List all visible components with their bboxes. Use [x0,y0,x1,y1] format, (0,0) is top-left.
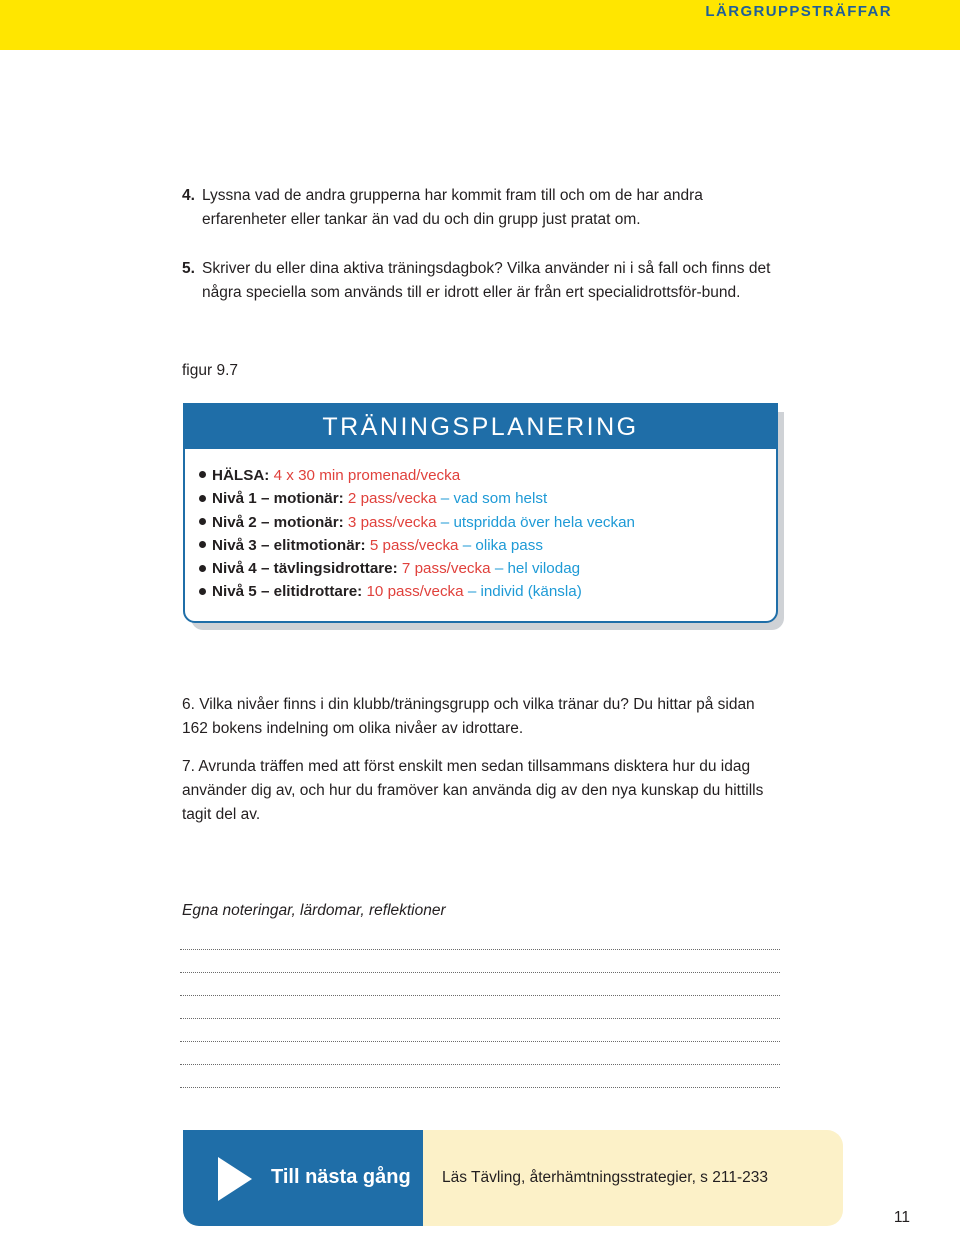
level-label: Nivå 4 – tävlingsidrottare: [212,560,398,578]
level-pass: 10 pass/vecka [366,583,464,601]
note-line[interactable] [180,1064,780,1065]
level-label: Nivå 1 – motionär: [212,490,344,508]
note-line[interactable] [180,1041,780,1042]
note-line[interactable] [180,972,780,973]
bullet-icon [199,495,206,502]
question-5 [182,257,782,305]
question-6: 6. Vilka nivåer finns i din klubb/träningsgrupp och vilka tränar du? Du hittar på sidan 162 bokens indelning om olika nivåer av idrottare. [182,696,755,737]
next-meeting-title: Till nästa gång [271,1166,411,1188]
note-line[interactable] [180,949,780,950]
level-label: HÄLSA: [212,467,270,484]
play-icon [218,1157,252,1201]
level-label: Nivå 5 – elitidrottare: [212,583,363,601]
note-line[interactable] [180,995,780,996]
question-number: 5. [182,260,195,277]
level-pass: 7 pass/vecka [401,560,491,578]
training-plan-box [183,403,778,623]
page-number: 11 [893,1209,910,1226]
level-note: – hel vilodag [494,560,581,578]
level-row-health [197,464,635,487]
level-row-3 [197,534,635,557]
level-pass: 2 pass/vecka [347,490,437,508]
level-row-4 [197,557,635,580]
bullet-icon [199,565,206,572]
question-text: Lyssna vad de andra grupperna har kommit fram till och om de har andra erfarenheter eller tankar än vad du och din grupp just pratat om. [202,187,703,228]
figure-label: figur 9.7 [182,362,239,379]
level-row-2 [197,511,635,534]
level-label: Nivå 3 – elitmotionär: [212,536,366,554]
level-note: – individ (känsla) [467,583,582,601]
bullet-icon [199,471,206,478]
bullet-icon [199,588,206,595]
note-line[interactable] [180,1018,780,1019]
question-text: Skriver du eller dina aktiva träningsdagbok? Vilka använder ni i så fall och finns det några speciella som används till er idrott eller är från ert specialidrottsför-bund. [202,260,771,301]
level-pass: 3 pass/vecka [347,513,437,531]
level-pass: 5 pass/vecka [369,536,459,554]
section-header: LÄRGRUPPSTRÄFFAR [705,3,892,20]
next-meeting-text: Läs Tävling, återhämtningsstrategier, s 211-233 [442,1169,768,1186]
bullet-icon [199,541,206,548]
level-pass: 4 x 30 min promenad/vecka [273,467,461,484]
level-note: – utspridda över hela veckan [440,513,635,531]
level-row-5 [197,580,635,603]
question-7: 7. Avrunda träffen med att först enskilt men sedan tillsammans disktera hur du idag använder dig av, och hur du framöver kan använda dig av den nya kunskap du hittills tagit del av. [182,758,764,823]
level-row-1 [197,487,635,510]
note-line[interactable] [180,1087,780,1088]
level-list [197,464,635,604]
bullet-icon [199,518,206,525]
question-4 [182,184,782,232]
level-note: – vad som helst [440,490,548,508]
notes-heading: Egna noteringar, lärdomar, reflektioner [182,902,446,919]
question-number: 4. [182,187,195,204]
level-label: Nivå 2 – motionär: [212,513,344,531]
box-title: TRÄNINGSPLANERING [322,413,639,441]
level-note: – olika pass [462,536,543,554]
